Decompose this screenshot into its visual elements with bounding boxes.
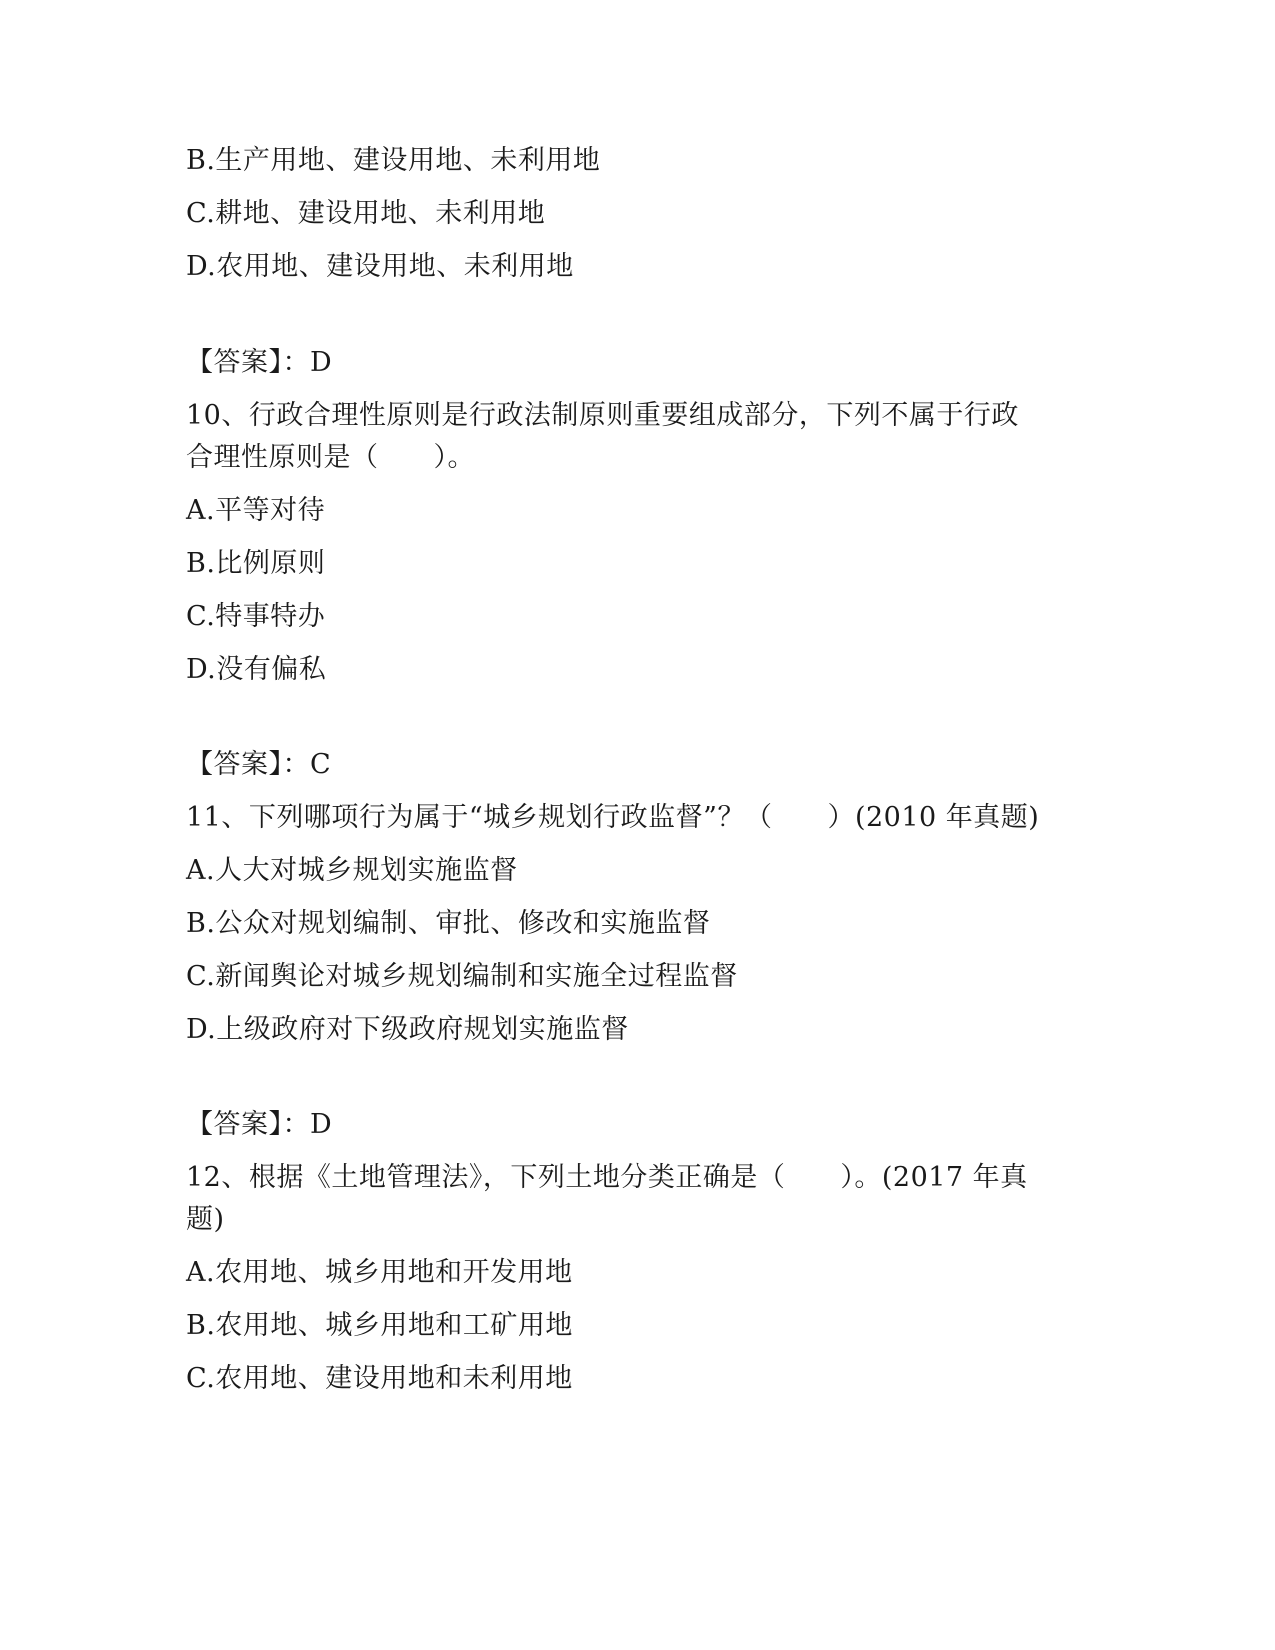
q10-stem-line2: 合理性原则是（ ）。 xyxy=(186,442,475,473)
q11-option-d: D.上级政府对下级政府规划实施监督 xyxy=(186,1014,629,1045)
q11-option-b: B.公众对规划编制、审批、修改和实施监督 xyxy=(186,908,711,939)
q11-answer: 【答案】：D xyxy=(186,1109,333,1140)
q12-stem-line2: 题) xyxy=(186,1204,225,1235)
q12-option-a: A.农用地、城乡用地和开发用地 xyxy=(186,1257,573,1288)
q10-option-c: C.特事特办 xyxy=(186,601,326,632)
q11-stem-line1: 11、下列哪项行为属于“城乡规划行政监督”？（ ）(2010 年真题) xyxy=(186,802,1040,833)
q11-option-a: A.人大对城乡规划实施监督 xyxy=(186,855,518,886)
q9-option-b: B.生产用地、建设用地、未利用地 xyxy=(186,145,601,176)
q11-option-c: C.新闻舆论对城乡规划编制和实施全过程监督 xyxy=(186,961,738,992)
q10-option-a: A.平等对待 xyxy=(186,495,326,526)
q12-option-c: C.农用地、建设用地和未利用地 xyxy=(186,1363,573,1394)
q10-option-b: B.比例原则 xyxy=(186,548,326,579)
q10-stem-line1: 10、行政合理性原则是行政法制原则重要组成部分，下列不属于行政 xyxy=(186,400,1019,431)
q9-option-c: C.耕地、建设用地、未利用地 xyxy=(186,198,546,229)
q12-stem-line1: 12、根据《土地管理法》，下列土地分类正确是（ ）。(2017 年真 xyxy=(186,1162,1028,1193)
q12-option-b: B.农用地、城乡用地和工矿用地 xyxy=(186,1310,573,1341)
q9-option-d: D.农用地、建设用地、未利用地 xyxy=(186,251,574,282)
q10-answer: 【答案】：C xyxy=(186,749,332,780)
q10-option-d: D.没有偏私 xyxy=(186,654,327,685)
q9-answer: 【答案】：D xyxy=(186,347,333,378)
